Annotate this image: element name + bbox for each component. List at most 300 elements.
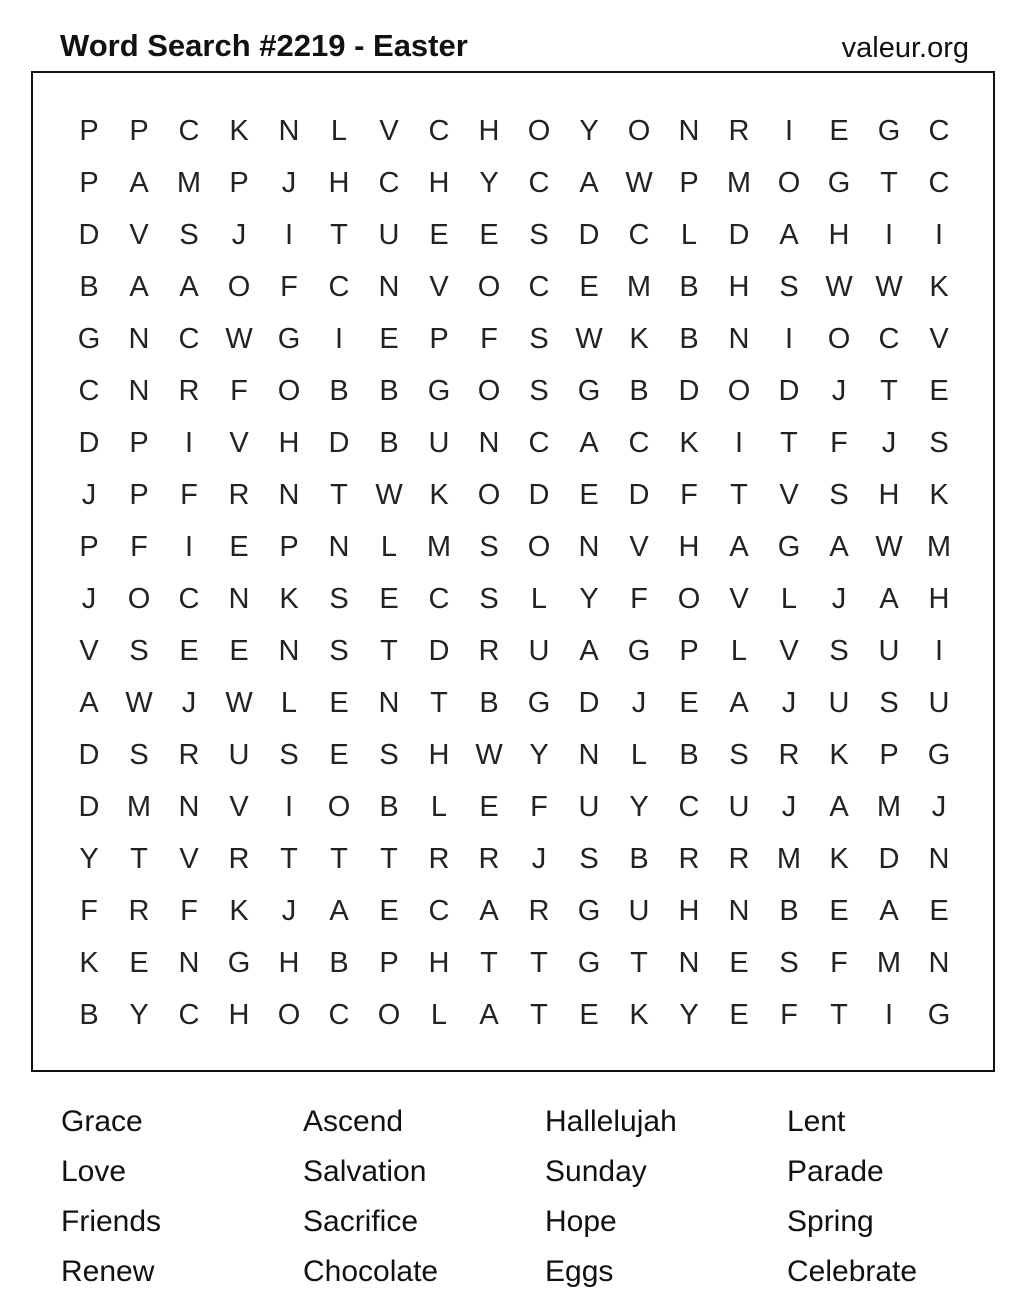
grid-letter: C (928, 166, 950, 199)
grid-letter: D (78, 218, 100, 251)
grid-letter: F (130, 530, 148, 563)
grid-letter: W (225, 686, 253, 719)
grid-letter: U (828, 686, 850, 719)
grid-letter: A (729, 686, 749, 719)
grid-letter: I (284, 790, 294, 823)
grid-letter: D (778, 374, 800, 407)
grid-letter: B (679, 322, 699, 355)
grid-letter: J (281, 894, 297, 927)
grid-letter: R (478, 634, 500, 667)
grid-letter: H (878, 478, 900, 511)
grid-letter: E (679, 686, 699, 719)
grid-letter: E (379, 582, 399, 615)
grid-letter: P (79, 530, 99, 563)
grid-letter: M (176, 166, 202, 199)
grid-letter: B (329, 946, 349, 979)
grid-letter: I (934, 634, 944, 667)
grid-letter: D (428, 634, 450, 667)
grid-letter: A (129, 270, 149, 303)
grid-letter: M (726, 166, 752, 199)
grid-letter: S (779, 946, 799, 979)
grid-letter: Y (629, 790, 649, 823)
grid-letter: E (729, 998, 749, 1031)
grid-letter: F (830, 426, 848, 459)
grid-letter: V (179, 842, 199, 875)
grid-letter: T (280, 842, 298, 875)
grid-letter: J (631, 686, 647, 719)
grid-letter: D (578, 686, 600, 719)
grid-letter: O (677, 582, 701, 615)
grid-letter: O (627, 114, 651, 147)
grid-letter: V (729, 582, 749, 615)
grid-letter: H (328, 166, 350, 199)
grid-letter: P (279, 530, 299, 563)
grid-letter: I (734, 426, 744, 459)
grid-letter: Y (129, 998, 149, 1031)
word-list-item: Hallelujah (545, 1105, 677, 1138)
grid-letter: D (628, 478, 650, 511)
grid-letter: M (126, 790, 152, 823)
grid-letter: T (880, 374, 898, 407)
grid-letter: U (378, 218, 400, 251)
grid-letter: N (928, 842, 950, 875)
grid-letter: B (779, 894, 799, 927)
grid-letter: N (178, 946, 200, 979)
word-list-item: Sunday (545, 1155, 647, 1188)
grid-letter: P (879, 738, 899, 771)
grid-letter: E (479, 790, 499, 823)
grid-letter: G (527, 686, 551, 719)
grid-letter: N (728, 894, 750, 927)
grid-letter: L (430, 998, 448, 1031)
grid-letter: G (627, 634, 651, 667)
grid-letter: Y (479, 166, 499, 199)
grid-letter: E (379, 322, 399, 355)
grid-letter: P (129, 478, 149, 511)
grid-letter: S (129, 738, 149, 771)
grid-letter: I (884, 218, 894, 251)
grid-letter: T (780, 426, 798, 459)
grid-letter: A (579, 166, 599, 199)
grid-letter: A (129, 166, 149, 199)
grid-letter: O (127, 582, 151, 615)
grid-letter: A (79, 686, 99, 719)
grid-letter: E (579, 270, 599, 303)
grid-letter: L (730, 634, 748, 667)
grid-letter: J (81, 582, 97, 615)
letter-grid (64, 105, 964, 1041)
grid-letter: N (578, 530, 600, 563)
grid-letter: S (279, 738, 299, 771)
grid-letter: W (225, 322, 253, 355)
grid-letter: W (875, 270, 903, 303)
grid-letter: O (477, 270, 501, 303)
grid-letter: Y (79, 842, 99, 875)
grid-letter: E (379, 894, 399, 927)
grid-letter: P (129, 114, 149, 147)
grid-letter: V (629, 530, 649, 563)
grid-letter: L (380, 530, 398, 563)
grid-letter: J (831, 582, 847, 615)
grid-letter: H (678, 894, 700, 927)
grid-letter: N (728, 322, 750, 355)
grid-letter: T (330, 478, 348, 511)
word-list-item: Celebrate (787, 1255, 918, 1288)
grid-letter: G (827, 166, 851, 199)
grid-letter: A (179, 270, 199, 303)
grid-letter: F (780, 998, 798, 1031)
grid-letter: O (527, 530, 551, 563)
grid-letter: Y (529, 738, 549, 771)
grid-letter: O (377, 998, 401, 1031)
grid-letter: U (878, 634, 900, 667)
grid-letter: K (829, 842, 849, 875)
grid-letter: N (928, 946, 950, 979)
grid-letter: I (934, 218, 944, 251)
grid-letter: S (929, 426, 949, 459)
grid-letter: N (378, 270, 400, 303)
grid-letter: F (830, 946, 848, 979)
grid-letter: N (278, 478, 300, 511)
grid-letter: P (79, 166, 99, 199)
grid-letter: K (279, 582, 299, 615)
grid-letter: A (329, 894, 349, 927)
grid-letter: F (530, 790, 548, 823)
grid-letter: B (679, 738, 699, 771)
word-list-item: Renew (61, 1255, 155, 1288)
grid-letter: C (178, 582, 200, 615)
grid-letter: B (79, 270, 99, 303)
grid-letter: R (728, 114, 750, 147)
grid-letter: C (678, 790, 700, 823)
grid-letter: R (228, 478, 250, 511)
grid-letter: G (877, 114, 901, 147)
grid-letter: H (278, 946, 300, 979)
grid-letter: C (928, 114, 950, 147)
grid-letter: D (328, 426, 350, 459)
grid-letter: E (429, 218, 449, 251)
grid-letter: W (575, 322, 603, 355)
grid-letter: H (828, 218, 850, 251)
grid-letter: K (929, 270, 949, 303)
grid-letter: F (230, 374, 248, 407)
grid-letter: M (876, 790, 902, 823)
grid-letter: P (229, 166, 249, 199)
grid-letter: N (278, 114, 300, 147)
grid-letter: S (529, 322, 549, 355)
grid-letter: F (630, 582, 648, 615)
grid-letter: H (678, 530, 700, 563)
grid-letter: T (830, 998, 848, 1031)
grid-letter: B (679, 270, 699, 303)
grid-letter: L (780, 582, 798, 615)
grid-letter: K (429, 478, 449, 511)
grid-letter: S (329, 582, 349, 615)
grid-letter: G (927, 998, 951, 1031)
grid-letter: R (478, 842, 500, 875)
grid-letter: N (178, 790, 200, 823)
grid-letter: E (929, 374, 949, 407)
grid-letter: G (427, 374, 451, 407)
grid-letter: E (229, 530, 249, 563)
grid-letter: J (831, 374, 847, 407)
grid-letter: E (329, 738, 349, 771)
grid-letter: J (181, 686, 197, 719)
grid-letter: R (778, 738, 800, 771)
grid-letter: C (178, 322, 200, 355)
grid-letter: B (79, 998, 99, 1031)
grid-letter: E (229, 634, 249, 667)
grid-letter: O (527, 114, 551, 147)
grid-letter: V (429, 270, 449, 303)
grid-letter: U (928, 686, 950, 719)
grid-letter: A (729, 530, 749, 563)
grid-letter: G (927, 738, 951, 771)
grid-letter: T (880, 166, 898, 199)
grid-letter: O (777, 166, 801, 199)
word-list-item: Friends (61, 1205, 162, 1238)
grid-letter: W (125, 686, 153, 719)
grid-letter: N (128, 374, 150, 407)
grid-letter: G (577, 894, 601, 927)
grid-letter: N (278, 634, 300, 667)
word-list-item: Ascend (303, 1105, 404, 1138)
grid-letter: R (728, 842, 750, 875)
grid-letter: T (530, 998, 548, 1031)
grid-letter: S (529, 218, 549, 251)
grid-letter: G (277, 322, 301, 355)
grid-letter: F (180, 894, 198, 927)
grid-letter: C (528, 166, 550, 199)
grid-letter: E (179, 634, 199, 667)
grid-letter: G (577, 374, 601, 407)
grid-letter: B (379, 790, 399, 823)
grid-letter: S (329, 634, 349, 667)
grid-letter: N (128, 322, 150, 355)
grid-letter: C (628, 426, 650, 459)
grid-letter: S (729, 738, 749, 771)
grid-letter: C (178, 114, 200, 147)
grid-letter: R (528, 894, 550, 927)
grid-letter: E (929, 894, 949, 927)
grid-letter: T (130, 842, 148, 875)
grid-letter: M (926, 530, 952, 563)
grid-letter: N (678, 114, 700, 147)
grid-letter: N (678, 946, 700, 979)
grid-letter: K (229, 894, 249, 927)
grid-letter: J (281, 166, 297, 199)
grid-letter: C (528, 426, 550, 459)
grid-letter: E (329, 686, 349, 719)
grid-letter: H (728, 270, 750, 303)
grid-letter: A (579, 426, 599, 459)
grid-letter: D (878, 842, 900, 875)
grid-letter: T (530, 946, 548, 979)
grid-letter: P (129, 426, 149, 459)
grid-letter: E (479, 218, 499, 251)
grid-letter: J (531, 842, 547, 875)
grid-letter: O (277, 374, 301, 407)
grid-letter: A (829, 790, 849, 823)
grid-letter: F (280, 270, 298, 303)
grid-letter: D (78, 738, 100, 771)
word-list-item: Lent (787, 1105, 846, 1138)
puzzle-title: Word Search #2219 - Easter (60, 28, 468, 63)
grid-letter: L (430, 790, 448, 823)
grid-letter: K (79, 946, 99, 979)
grid-letter: C (428, 114, 450, 147)
grid-letter: W (475, 738, 503, 771)
grid-letter: L (530, 582, 548, 615)
grid-letter: H (228, 998, 250, 1031)
grid-letter: K (629, 322, 649, 355)
grid-letter: F (680, 478, 698, 511)
grid-letter: E (579, 998, 599, 1031)
grid-letter: J (781, 686, 797, 719)
grid-letter: G (77, 322, 101, 355)
grid-letter: C (328, 998, 350, 1031)
grid-letter: E (129, 946, 149, 979)
grid-letter: J (881, 426, 897, 459)
grid-letter: E (729, 946, 749, 979)
grid-letter: D (528, 478, 550, 511)
word-list-item: Chocolate (303, 1255, 439, 1288)
word-list-item: Spring (787, 1205, 874, 1238)
grid-letter: B (379, 426, 399, 459)
grid-letter: D (78, 790, 100, 823)
grid-letter: H (278, 426, 300, 459)
grid-letter: K (929, 478, 949, 511)
word-list-item: Hope (545, 1205, 617, 1238)
grid-letter: N (378, 686, 400, 719)
grid-letter: C (878, 322, 900, 355)
grid-letter: E (579, 478, 599, 511)
grid-letter: B (379, 374, 399, 407)
grid-letter: C (628, 218, 650, 251)
grid-letter: F (80, 894, 98, 927)
grid-letter: P (679, 166, 699, 199)
grid-letter: T (480, 946, 498, 979)
word-list-item: Eggs (545, 1255, 614, 1288)
grid-letter: N (228, 582, 250, 615)
grid-letter: I (334, 322, 344, 355)
grid-letter: L (680, 218, 698, 251)
grid-letter: U (628, 894, 650, 927)
grid-letter: T (430, 686, 448, 719)
grid-letter: P (679, 634, 699, 667)
grid-letter: P (379, 946, 399, 979)
grid-letter: O (477, 374, 501, 407)
site-name: valeur.org (841, 32, 969, 64)
grid-letter: B (329, 374, 349, 407)
grid-letter: E (829, 114, 849, 147)
grid-letter: O (727, 374, 751, 407)
grid-letter: G (777, 530, 801, 563)
grid-letter: U (228, 738, 250, 771)
grid-letter: M (626, 270, 652, 303)
grid-letter: I (184, 426, 194, 459)
grid-letter: S (829, 634, 849, 667)
word-list (61, 1097, 1029, 1297)
grid-letter: I (784, 322, 794, 355)
grid-letter: N (478, 426, 500, 459)
grid-letter: U (528, 634, 550, 667)
grid-letter: W (625, 166, 653, 199)
grid-letter: H (428, 166, 450, 199)
grid-letter: T (630, 946, 648, 979)
grid-letter: K (229, 114, 249, 147)
grid-letter: H (428, 738, 450, 771)
grid-letter: F (180, 478, 198, 511)
grid-letter: W (875, 530, 903, 563)
grid-letter: H (928, 582, 950, 615)
grid-letter: G (227, 946, 251, 979)
grid-letter: C (78, 374, 100, 407)
grid-letter: S (529, 374, 549, 407)
grid-letter: R (228, 842, 250, 875)
grid-letter: I (884, 998, 894, 1031)
grid-letter: O (227, 270, 251, 303)
grid-letter: S (779, 270, 799, 303)
grid-letter: B (629, 842, 649, 875)
grid-letter: V (229, 790, 249, 823)
word-list-item: Grace (61, 1105, 143, 1138)
grid-letter: C (428, 582, 450, 615)
grid-letter: Y (579, 114, 599, 147)
grid-letter: E (829, 894, 849, 927)
grid-letter: S (879, 686, 899, 719)
grid-letter: L (330, 114, 348, 147)
grid-letter: V (129, 218, 149, 251)
grid-letter: R (178, 738, 200, 771)
grid-letter: B (479, 686, 499, 719)
grid-letter: O (827, 322, 851, 355)
grid-letter: Y (679, 998, 699, 1031)
grid-letter: T (380, 842, 398, 875)
grid-letter: I (184, 530, 194, 563)
grid-letter: K (829, 738, 849, 771)
grid-letter: L (280, 686, 298, 719)
grid-letter: A (479, 998, 499, 1031)
grid-letter: A (879, 894, 899, 927)
grid-letter: C (328, 270, 350, 303)
grid-letter: K (679, 426, 699, 459)
grid-letter: P (429, 322, 449, 355)
grid-letter: P (79, 114, 99, 147)
grid-letter: T (330, 218, 348, 251)
grid-letter: U (428, 426, 450, 459)
grid-letter: W (375, 478, 403, 511)
grid-letter: U (728, 790, 750, 823)
word-list-item: Parade (787, 1155, 884, 1188)
grid-letter: T (730, 478, 748, 511)
grid-letter: T (330, 842, 348, 875)
word-list-item: Love (61, 1155, 127, 1188)
grid-letter: J (931, 790, 947, 823)
grid-letter: R (128, 894, 150, 927)
grid-letter: D (78, 426, 100, 459)
grid-letter: C (528, 270, 550, 303)
grid-letter: B (629, 374, 649, 407)
grid-letter: O (277, 998, 301, 1031)
grid-letter: V (79, 634, 99, 667)
grid-letter: C (178, 998, 200, 1031)
grid-letter: U (578, 790, 600, 823)
grid-letter: A (579, 634, 599, 667)
grid-letter: C (378, 166, 400, 199)
grid-letter: D (678, 374, 700, 407)
grid-letter: J (231, 218, 247, 251)
